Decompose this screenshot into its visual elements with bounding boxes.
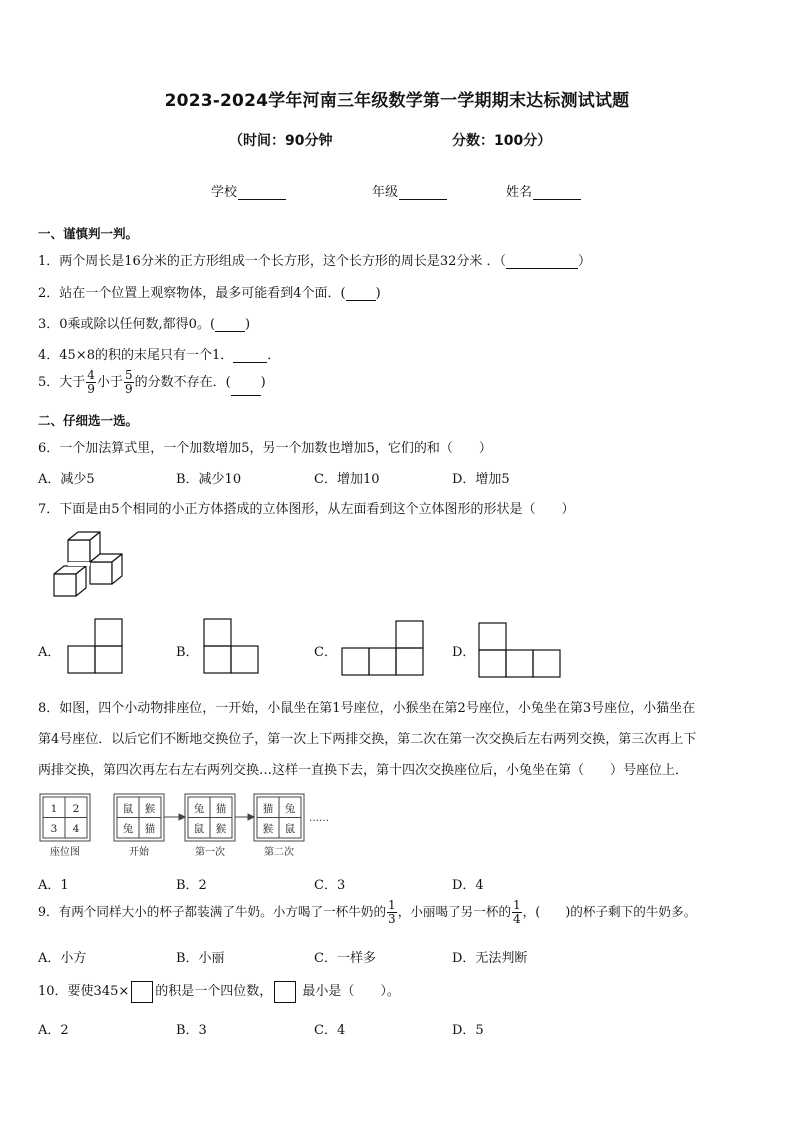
name-blank[interactable]	[533, 187, 581, 200]
fraction-denominator: 4	[513, 912, 521, 926]
cube-stack-figure	[50, 530, 130, 606]
first-seat-3: 鼠	[193, 823, 205, 835]
q7-option-d-figure[interactable]	[478, 622, 562, 678]
exam-time: （时间：90分钟	[229, 133, 333, 149]
q10-option-d[interactable]: D．5	[452, 1023, 484, 1038]
name-label: 姓名	[506, 185, 533, 200]
q8-option-d[interactable]: D．4	[452, 878, 484, 893]
q5-end: )	[260, 375, 266, 390]
question-9	[38, 899, 696, 926]
q3-answer-blank[interactable]	[215, 318, 245, 332]
question-6: 6．一个加法算式里，一个加数增加5，另一个加数也增加5，它们的和（ ）	[38, 441, 492, 456]
q3-end: )	[245, 317, 251, 332]
q9-text-b: ，小丽喝了另一杯的	[397, 904, 512, 919]
seat-number-2: 2	[72, 803, 80, 815]
grade-blank[interactable]	[399, 187, 447, 200]
school-label: 学校	[211, 185, 238, 200]
fraction-denominator: 3	[388, 912, 396, 926]
q6-option-b[interactable]: B．减少10	[176, 472, 242, 487]
caption-second: 第二次	[264, 847, 294, 858]
q9-option-a[interactable]: A．小方	[38, 951, 87, 966]
q7-option-d-label[interactable]: D．	[452, 645, 476, 660]
question-3	[38, 313, 250, 332]
q6-option-d[interactable]: D．增加5	[452, 472, 510, 487]
q6-option-c[interactable]: C．增加10	[314, 472, 380, 487]
question-8-line-3: 两排交换，第四次再左右左右两列交换…这样一直换下去，第十四次交换座位后，小兔坐在第（ ）号座位上．	[38, 763, 689, 778]
fraction-denominator: 9	[87, 382, 95, 396]
first-seat-1: 兔	[193, 803, 205, 815]
q3-text: 3．0乘或除以任何数,都得0。(	[38, 317, 216, 332]
caption-seat-chart: 座位图	[50, 847, 80, 858]
q7-option-c-label[interactable]: C．	[314, 645, 337, 660]
q10-text-b: 的积是一个四位数，	[155, 984, 273, 999]
second-seat-2: 兔	[284, 803, 296, 815]
fraction-denominator: 9	[124, 382, 133, 396]
start-seat-3: 兔	[122, 823, 134, 835]
first-seat-2: 猫	[215, 803, 227, 815]
q1-end: ）	[578, 254, 592, 269]
q9-option-c[interactable]: C．一样多	[314, 951, 376, 966]
exam-score: 分数：100分）	[452, 133, 552, 149]
q8-option-a[interactable]: A．1	[38, 878, 69, 893]
q4-answer-blank[interactable]	[233, 349, 267, 363]
q5-text-b: 小于	[96, 375, 123, 390]
q10-text-c: 最小是（ ）。	[298, 984, 400, 999]
fraction-1-3	[387, 899, 397, 926]
page-title: 2023-2024学年河南三年级数学第一学期期末达标测试试题	[164, 91, 630, 111]
q5-answer-blank[interactable]	[231, 382, 261, 396]
section2-title: 二、仔细选一选。	[38, 413, 139, 428]
first-seat-4: 猴	[215, 823, 227, 835]
section1-title: 一、谨慎判一判。	[38, 226, 139, 241]
caption-start: 开始	[129, 847, 149, 858]
start-seat-4: 猫	[144, 823, 156, 835]
q7-option-b-label[interactable]: B．	[176, 645, 199, 660]
fraction-1-4	[512, 899, 522, 926]
q1-text: 1．两个周长是16分米的正方形组成一个长方形，这个长方形的周长是32分米 ．（	[38, 254, 506, 269]
name-field[interactable]	[506, 181, 581, 200]
q2-answer-blank[interactable]	[346, 287, 376, 301]
q9-option-d[interactable]: D．无法判断	[452, 951, 528, 966]
q8-option-c[interactable]: C．3	[314, 878, 346, 893]
caption-first: 第一次	[195, 847, 225, 858]
q7-option-a-figure[interactable]	[67, 618, 125, 674]
q7-option-a-label[interactable]: A．	[38, 645, 61, 660]
q9-text-a: 9．有两个同样大小的杯子都装满了牛奶。小方喝了一杯牛奶的	[38, 904, 387, 919]
q2-text: 2．站在一个位置上观察物体，最多可能看到4个面．(	[38, 286, 346, 301]
q10-text-a: 10．要使345×	[38, 984, 130, 999]
start-seat-2: 猴	[144, 803, 156, 815]
second-seat-1: 猫	[262, 803, 274, 815]
question-8-line-1: 8．如图，四个小动物排座位，一开始，小鼠坐在第1号座位，小猴坐在第2号座位，小兔坐在第3号座位，小猫坐在	[38, 701, 696, 716]
q10-box-2[interactable]	[274, 981, 296, 1003]
seat-number-3: 3	[50, 823, 58, 835]
start-seat-1: 鼠	[122, 803, 134, 815]
q10-box-1[interactable]	[131, 981, 153, 1003]
seat-number-1: 1	[50, 803, 58, 815]
q5-text-a: 5．大于	[38, 375, 86, 390]
question-5	[38, 369, 266, 396]
q9-option-b[interactable]: B．小丽	[176, 951, 225, 966]
question-4	[38, 344, 280, 363]
q10-option-b[interactable]: B．3	[176, 1023, 207, 1038]
seat-number-4: 4	[72, 823, 80, 835]
q4-end: ．	[267, 348, 281, 363]
second-seat-3: 猴	[262, 823, 274, 835]
seat-diagram	[38, 792, 358, 860]
q4-text: 4．45×8的积的末尾只有一个1．	[38, 348, 234, 363]
question-2	[38, 282, 381, 301]
fraction-numerator: 5	[124, 368, 133, 382]
school-blank[interactable]	[238, 187, 286, 200]
question-8-line-2: 第4号座位．以后它们不断地交换位子，第一次上下两排交换，第二次在第一次交换后左右两列交换，第三次再上下	[38, 732, 697, 747]
q9-text-c: ，( )的杯子剩下的牛奶多。	[522, 904, 697, 919]
question-1	[38, 250, 591, 269]
q7-option-b-figure[interactable]	[203, 618, 261, 674]
q7-option-c-figure[interactable]	[341, 620, 425, 676]
q10-option-a[interactable]: A．2	[38, 1023, 69, 1038]
fraction-5-9	[124, 369, 134, 396]
question-10	[38, 980, 400, 1003]
q8-option-b[interactable]: B．2	[176, 878, 207, 893]
q2-end: )	[375, 286, 381, 301]
school-field[interactable]	[211, 181, 286, 200]
grade-field[interactable]	[372, 181, 447, 200]
grade-label: 年级	[372, 185, 399, 200]
question-7: 7．下面是由5个相同的小正方体搭成的立体图形，从左面看到这个立体图形的形状是（ ）	[38, 502, 575, 517]
q1-answer-blank[interactable]	[506, 255, 578, 269]
fraction-4-9	[86, 369, 96, 396]
q6-option-a[interactable]: A．减少5	[38, 472, 95, 487]
continuation-dots: ……	[309, 813, 329, 824]
second-seat-4: 鼠	[284, 823, 296, 835]
fraction-numerator: 1	[513, 898, 521, 912]
fraction-numerator: 1	[388, 898, 396, 912]
q10-option-c[interactable]: C．4	[314, 1023, 346, 1038]
q5-text-c: 的分数不存在．(	[134, 375, 231, 390]
fraction-numerator: 4	[87, 368, 95, 382]
